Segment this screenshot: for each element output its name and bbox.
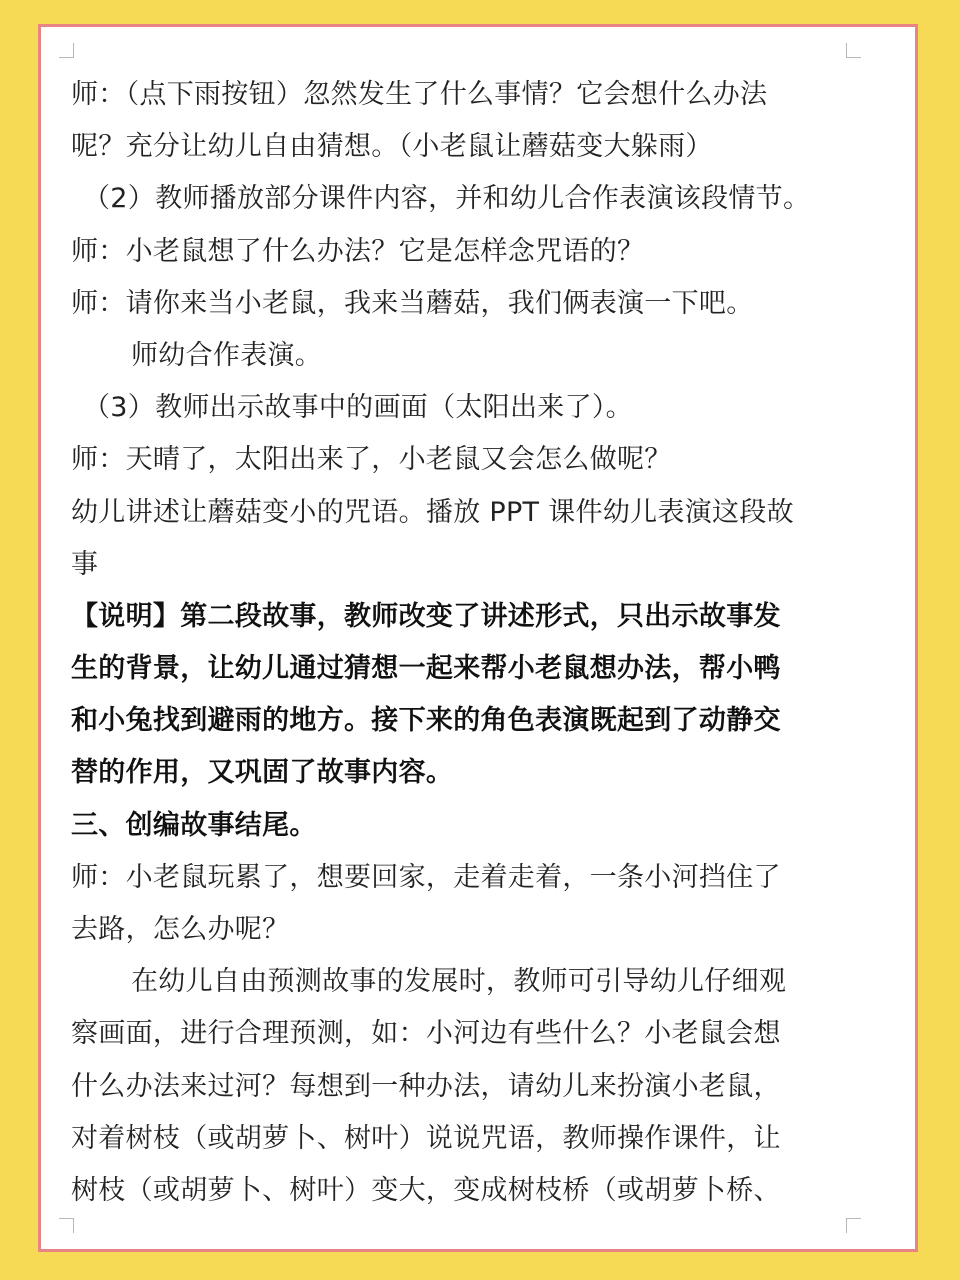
document-page	[38, 24, 918, 1252]
text-line: 师：请你来当小老鼠，我来当蘑菇，我们俩表演一下吧。	[71, 287, 754, 319]
note-line: 和小兔找到避雨的地方。接下来的角色表演既起到了动静交	[71, 705, 781, 737]
text-line: 事	[71, 548, 99, 580]
page-corner-mark	[59, 1218, 74, 1233]
section-heading: 三、创编故事结尾。	[71, 809, 317, 841]
text-line: 师：小老鼠玩累了，想要回家，走着走着，一条小河挡住了	[71, 861, 781, 893]
text-line: （3）教师出示故事中的画面（太阳出来了）。	[83, 392, 633, 424]
text-line: 去路，怎么办呢？	[71, 914, 290, 945]
text-line: 师：小老鼠想了什么办法？它是怎样念咒语的？	[71, 235, 645, 267]
note-line: 【说明】第二段故事，教师改变了讲述形式，只出示故事发	[71, 600, 781, 632]
text-line: 呢？充分让幼儿自由猜想。（小老鼠让蘑菇变大躲雨）	[71, 131, 713, 163]
document-body	[71, 69, 891, 1217]
text-line: 在幼儿自由预测故事的发展时，教师可引导幼儿仔细观	[131, 966, 787, 998]
note-line: 替的作用，又巩固了故事内容。	[71, 757, 454, 789]
text-line: 树枝（或胡萝卜、树叶）变大，变成树枝桥（或胡萝卜桥、	[71, 1174, 781, 1206]
text-line: 师幼合作表演。	[131, 339, 323, 371]
text-line: 对着树枝（或胡萝卜、树叶）说说咒语，教师操作课件，让	[71, 1122, 781, 1154]
text-line: （2）教师播放部分课件内容，并和幼儿合作表演该段情节。	[83, 183, 811, 215]
page-corner-mark	[59, 43, 74, 58]
text-line: 什么办法来过河？每想到一种办法，请幼儿来扮演小老鼠，	[71, 1070, 781, 1102]
note-line: 生的背景，让幼儿通过猜想一起来帮小老鼠想办法，帮小鸭	[71, 653, 781, 685]
page-corner-mark	[846, 1218, 861, 1233]
text-line: 幼儿讲述让蘑菇变小的咒语。播放 PPT 课件幼儿表演这段故	[71, 496, 794, 528]
page-corner-mark	[846, 43, 861, 58]
text-line: 师：天晴了，太阳出来了，小老鼠又会怎么做呢？	[71, 444, 672, 476]
text-line: 师：（点下雨按钮）忽然发生了什么事情？它会想什么办法	[71, 79, 768, 110]
text-line: 察画面，进行合理预测，如：小河边有些什么？小老鼠会想	[71, 1018, 781, 1050]
